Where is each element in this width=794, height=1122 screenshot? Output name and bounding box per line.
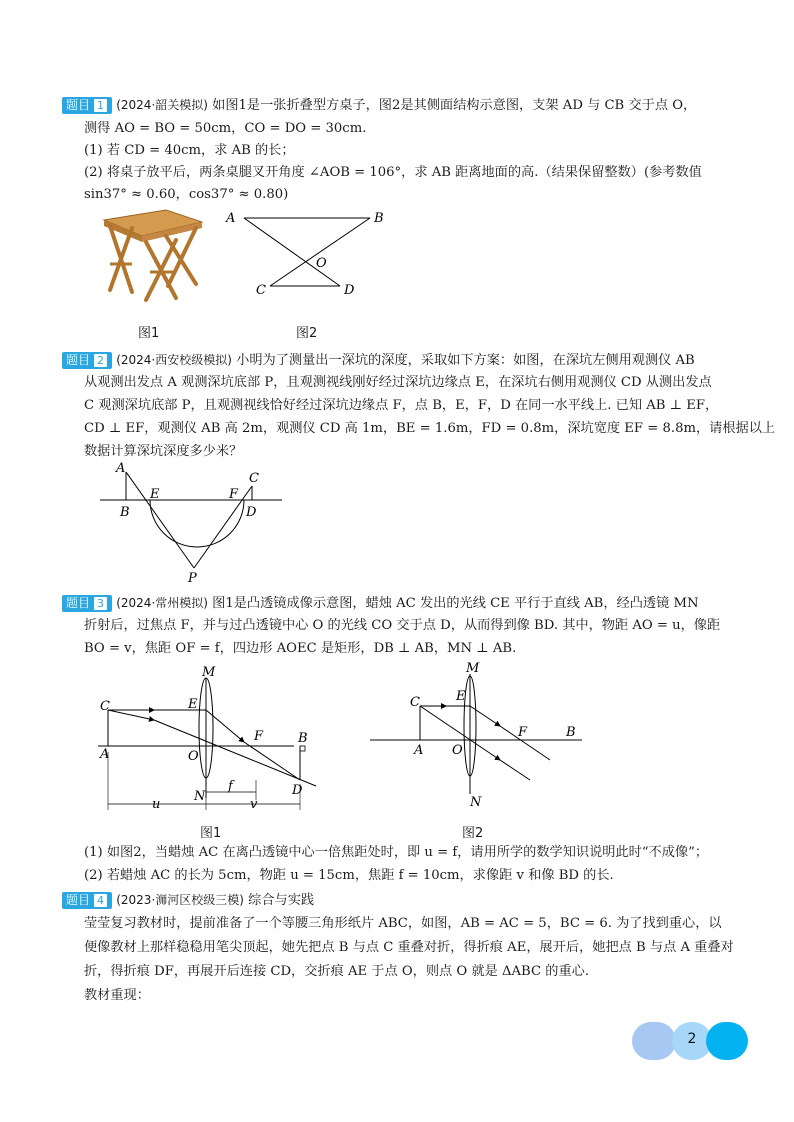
question-text: 数据计算深坑深度多少米？ [84,444,243,459]
figure-caption: 图1 [200,826,222,841]
figure-caption: 图2 [462,826,484,841]
figure-caption: 图1 [138,326,160,341]
question-text: 如图1是一张折叠型方桌子，图2是其侧面结构示意图，支架 AD 与 CB 交于点 O， [212,98,697,113]
question-text: 折射后，过焦点 F，并与过凸透镜中心 O 的光线 CO 交于点 D，从而得到像 BD. 其中，物距 AO = u，像距 [84,618,721,633]
point-label: N [194,789,206,804]
question-text: 教材重现： [84,988,150,1003]
pit-diagram [96,458,296,588]
question-badge: 题目 3 [62,595,112,612]
point-label: O [452,743,463,758]
point-label: F [254,729,264,744]
point-label: F [518,725,528,740]
question-part-1: (1) 如图2，当蜡烛 AC 在离凸透镜中心一倍焦距处时，即 u = f，请用所学的数学知识说明此时“不成像”； [84,845,709,860]
point-label: O [316,256,327,271]
question-text: 折，得折痕 DF，再展开后连接 CD，交折痕 AE 于点 O，则点 O 就是 ΔABC 的重心. [84,964,590,979]
question-text: CD ⊥ EF，观测仪 AB 高 2m，观测仪 CD 高 1m，BE = 1.6m，FD = 0.8m，深坑宽度 EF = 8.8m，请根据以上 [84,421,776,436]
point-label: B [374,211,384,226]
point-label: D [246,505,257,520]
table-side-diagram [222,206,392,300]
question-text: 莹莹复习教材时，提前准备了一个等腰三角形纸片 ABC，如图，AB = AC = 5，BC = 6. 为了找到重心，以 [84,916,722,931]
figure-caption: 图2 [296,326,318,341]
question-source: (2024·韶关模拟) [116,98,208,112]
lens-diagram-1 [94,660,344,820]
question-text: BO = v，焦距 OF = f，四边形 AOEC 是矩形，DB ⊥ AB，MN ⊥ AB. [84,641,517,656]
question-badge: 题目 4 [62,892,112,909]
page-number: 2 [687,1031,697,1047]
point-label: B [566,725,576,740]
point-label: E [456,689,466,704]
question-text: 测得 AO = BO = 50cm，CO = DO = 30cm. [84,121,367,136]
point-label: C [256,283,266,298]
point-label: B [120,505,130,520]
point-label: A [100,747,110,762]
question-text: 从观测出发点 A 观测深坑底部 P，且观测视线刚好经过深坑边缘点 E，在深坑右侧用观测仪 CD 从测出发点 [84,375,712,390]
point-label: M [466,661,480,676]
question-source: (2024·西安校级模拟) [116,353,232,367]
point-label: C [249,471,259,486]
folding-table-photo [96,206,206,304]
lens-diagram-2 [366,660,586,810]
point-label: f [228,779,233,794]
page-decoration [632,1022,676,1060]
point-label: A [116,461,126,476]
point-label: P [188,571,197,586]
question-part-1: (1) 若 CD = 40cm，求 AB 的长； [84,143,295,158]
point-label: O [188,749,199,764]
question-part-2: (2) 将桌子放平后，两条桌腿叉开角度 ∠AOB = 106°，求 AB 距离地面的高.（结果保留整数）(参考数值 [84,165,702,180]
question-text: 小明为了测量出一深坑的深度，采取如下方案：如图，在深坑左侧用观测仪 AB [236,353,695,368]
question-text: C 观测深坑底部 P，且观测视线恰好经过深坑边缘点 F，点 B，E，F，D 在同一水平线上. 已知 AB ⊥ EF， [84,398,719,413]
point-label: C [410,695,420,710]
point-label: M [202,665,216,680]
question-text: 便像教材上那样稳稳用笔尖顶起，她先把点 B 与点 C 重叠对折，得折痕 AE，展开后，她把点 B 与点 A 重叠对 [84,940,734,955]
point-label: D [292,783,303,798]
question-badge: 题目 1 [62,97,112,114]
point-label: A [414,743,424,758]
point-label: F [229,487,239,502]
point-label: E [188,697,198,712]
point-label: v [250,797,258,812]
question-source: (2024·常州模拟) [116,596,208,610]
point-label: E [150,487,160,502]
point-label: A [226,211,236,226]
point-label: D [344,283,355,298]
page-decoration [706,1022,748,1060]
question-heading: 综合与实践 [248,893,315,908]
point-label: u [152,797,161,812]
question-text: 图1是凸透镜成像示意图，蜡烛 AC 发出的光线 CE 平行于直线 AB，经凸透镜 MN [212,596,699,611]
question-badge: 题目 2 [62,352,112,369]
point-label: B [298,731,308,746]
point-label: N [470,795,482,810]
question-source: (2023·浉河区校级三模) [116,893,244,907]
question-part-2: (2) 若蜡烛 AC 的长为 5cm，物距 u = 15cm，焦距 f = 10cm，求像距 v 和像 BD 的长. [84,868,614,883]
point-label: C [100,699,110,714]
question-text: sin37° ≈ 0.60，cos37° ≈ 0.80) [84,187,289,202]
